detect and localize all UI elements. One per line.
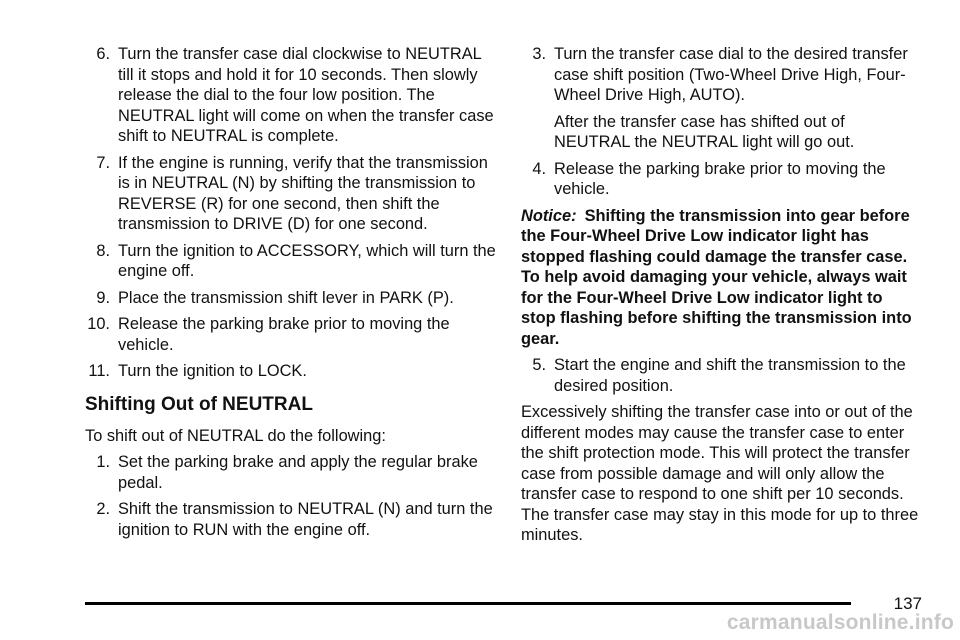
step-11 <box>85 361 497 382</box>
page-number: 137 <box>893 594 922 613</box>
notice-block <box>521 206 921 350</box>
section-heading: Shifting Out of NEUTRAL <box>85 393 313 415</box>
step-number: 7. <box>96 153 110 172</box>
step-5 <box>521 355 921 396</box>
step-3-note: After the transfer case has shifted out of NEUTRAL the NEUTRAL light will go out. <box>554 112 855 151</box>
step-text: Turn the ignition to LOCK. <box>118 362 307 380</box>
left-column <box>85 44 497 546</box>
step-number: 1. <box>96 453 110 471</box>
step-2 <box>85 499 497 540</box>
step-number: 4. <box>532 159 546 178</box>
step-10 <box>85 314 497 355</box>
step-number: 2. <box>96 500 110 518</box>
step-number: 9. <box>96 288 110 307</box>
step-7 <box>85 153 497 235</box>
closing-paragraph: Excessively shifting the transfer case into or out of the different modes may cause the transfer case to enter the shift protection mode. This will protect the transfer case from possible damage and will only allow the transfer case to respond to one shift per 10 seconds. The transfer case may stay in this mode for up to three minutes. <box>521 403 919 544</box>
step-text: Place the transmission shift lever in PARK (P). <box>118 288 454 307</box>
watermark: carmanualsonline.info <box>726 611 954 634</box>
step-text: If the engine is running, verify that the transmission is in NEUTRAL (N) by shifting the transmission to REVERSE (R) for one second, then shift the transmission to DRIVE (D) for one second. <box>118 153 488 233</box>
step-number: 3. <box>532 45 546 63</box>
step-text: Start the engine and shift the transmission to the desired position. <box>554 356 906 395</box>
step-text: Shift the transmission to NEUTRAL (N) and turn the ignition to RUN with the engine off. <box>118 500 493 539</box>
step-9 <box>85 288 497 309</box>
right-column <box>521 44 921 552</box>
step-text: Release the parking brake prior to moving the vehicle. <box>554 159 886 198</box>
step-text: Turn the transfer case dial clockwise to NEUTRAL till it stops and hold it for 10 seconds. Then slowly release the dial to the four low position. The NEUTRAL light will come on when the transfer case shift to NEUTRAL is complete. <box>118 45 494 145</box>
step-6 <box>85 44 497 147</box>
step-number: 5. <box>532 356 546 374</box>
notice-label: Notice: <box>521 206 577 225</box>
step-text: Release the parking brake prior to moving the vehicle. <box>118 315 450 354</box>
step-text: Set the parking brake and apply the regular brake pedal. <box>118 453 478 492</box>
step-number: 8. <box>96 241 110 260</box>
step-number: 11. <box>88 362 110 380</box>
step-4 <box>521 159 921 200</box>
step-number: 6. <box>96 45 110 63</box>
section-intro: To shift out of NEUTRAL do the following: <box>85 426 386 445</box>
step-number: 10. <box>87 315 110 333</box>
step-1 <box>85 452 497 493</box>
step-text: Turn the transfer case dial to the desired transfer case shift position (Two-Wheel Drive High, Four-Wheel Drive High, AUTO). <box>554 45 908 104</box>
step-8 <box>85 241 497 282</box>
notice-text: Shifting the transmission into gear before the Four-Wheel Drive Low indicator light has stopped flashing could damage the transfer case. To help avoid damaging your vehicle, always wait for the Four-Wheel Drive Low indicator light to stop flashing before shifting the transmission into gear. <box>521 206 912 348</box>
footer-rule <box>85 602 851 605</box>
step-3 <box>521 44 921 106</box>
step-text: Turn the ignition to ACCESSORY, which will turn the engine off. <box>118 241 496 280</box>
